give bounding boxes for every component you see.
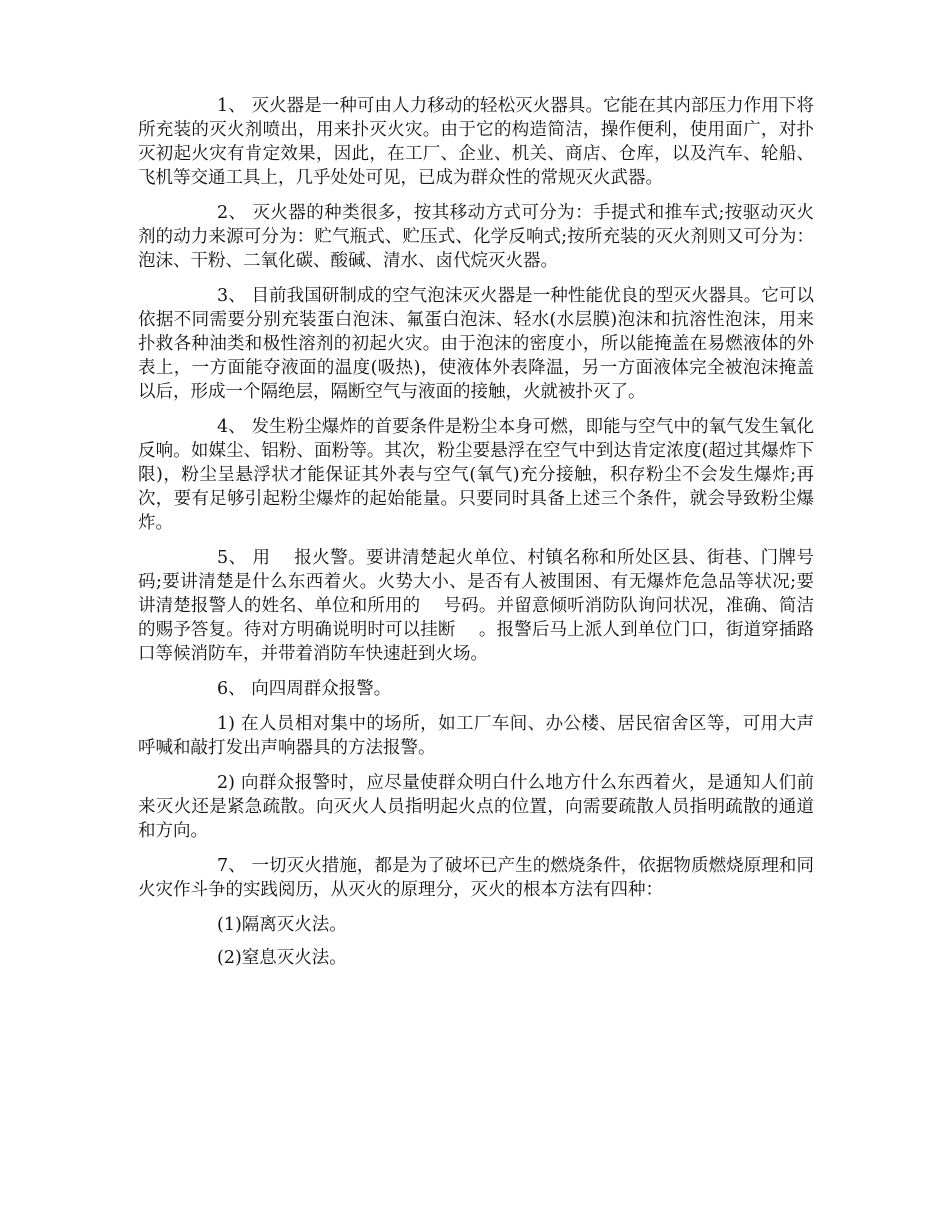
- paragraph-6-1: 1) 在人员相对集中的场所，如工厂车间、办公楼、居民宿舍区等，可用大声呼喊和敲打发出声响器具的方法报警。: [138, 714, 814, 758]
- list-item-suffocation: (2)窒息灭火法。: [217, 948, 347, 968]
- list-item-isolation: (1)隔离灭火法。: [217, 915, 347, 935]
- document-body: [138, 94, 814, 979]
- paragraph-4: 4、 发生粉尘爆炸的首要条件是粉尘本身可燃，即能与空气中的氧气发生氧化反响。如媒尘、铝粉、面粉等。其次，粉尘要悬浮在空气中到达肯定浓度(超过其爆炸下限)，粉尘呈悬浮状才能保证其外表与空气(氧气)充分接触，积存粉尘不会发生爆炸;再次，要有足够引起粉尘爆炸的起始能量。只要同时具备上述三个条件，就会导致粉尘爆炸。: [138, 417, 814, 533]
- paragraph-3: 3、 目前我国研制成的空气泡沫灭火器是一种性能优良的型灭火器具。它可以依据不同需要分别充装蛋白泡沫、氟蛋白泡沫、轻水(水层膜)泡沫和抗溶性泡沫，用来扑救各种油类和极性溶剂的初起火灾。由于泡沫的密度小，所以能掩盖在易燃液体的外表上，一方面能夺液面的温度(吸热)，使液体外表降温，另一方面液体完全被泡沫掩盖以后，形成一个隔绝层，隔断空气与液面的接触，火就被扑灭了。: [138, 286, 814, 402]
- paragraph-5: 5、 用 报火警。要讲清楚起火单位、村镇名称和所处区县、街巷、门牌号码;要讲清楚是什么东西着火。火势大小、是否有人被围困、有无爆炸危急品等状况;要讲清楚报警人的姓名、单位和所用的 号码。并留意倾听消防队询问状况，准确、简洁的赐予答复。待对方明确说明时可以挂断 。报警后马上派人到单位门口，街道穿插路口等候消防车，并带着消防车快速赶到火场。: [138, 548, 814, 664]
- paragraph-2: 2、 灭火器的种类很多，按其移动方式可分为：手提式和推车式;按驱动灭火剂的动力来源可分为：贮气瓶式、贮压式、化学反响式;按所充装的灭火剂则又可分为：泡沫、干粉、二氧化碳、酸碱、清水、卤代烷灭火器。: [138, 203, 814, 271]
- paragraph-6-2: 2) 向群众报警时，应尽量使群众明白什么地方什么东西着火，是通知人们前来灭火还是紧急疏散。向灭火人员指明起火点的位置，向需要疏散人员指明疏散的通道和方向。: [138, 773, 814, 841]
- paragraph-6: 6、 向四周群众报警。: [217, 679, 392, 699]
- paragraph-7: 7、 一切灭火措施，都是为了破坏已产生的燃烧条件，依据物质燃烧原理和同火灾作斗争的实践阅历，从灭火的原理分，灭火的根本方法有四种：: [138, 856, 814, 900]
- paragraph-1: 1、 灭火器是一种可由人力移动的轻松灭火器具。它能在其内部压力作用下将所充装的灭火剂喷出，用来扑灭火灾。由于它的构造简洁，操作便利，使用面广，对扑灭初起火灾有肯定效果，因此，在工厂、企业、机关、商店、仓库，以及汽车、轮船、飞机等交通工具上，几乎处处可见，已成为群众性的常规灭火武器。: [138, 96, 814, 188]
